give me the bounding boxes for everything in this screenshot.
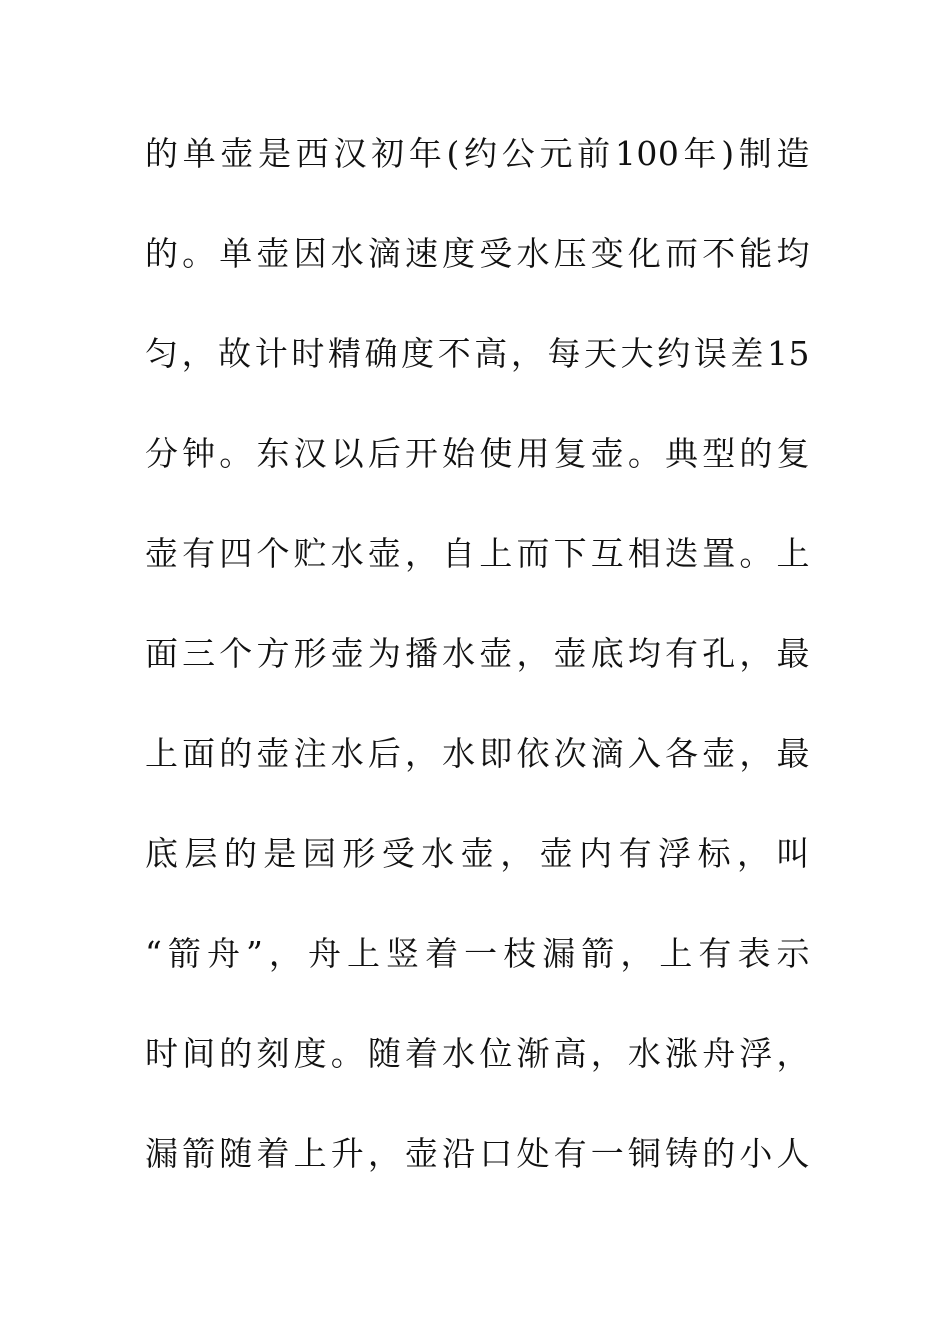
text-line-9: “箭舟”，舟上竖着一枝漏箭，上有表示 — [145, 934, 810, 973]
text-line-10: 时间的刻度。随着水位渐高，水涨舟浮， — [145, 1034, 810, 1073]
text-line-6: 面三个方形壶为播水壶，壶底均有孔，最 — [145, 634, 810, 673]
text-line-8: 底层的是园形受水壶，壶内有浮标，叫 — [145, 834, 810, 873]
text-line-1: 的单壶是西汉初年(约公元前100年)制造 — [145, 134, 810, 173]
text-line-4: 分钟。东汉以后开始使用复壶。典型的复 — [145, 434, 810, 473]
text-line-7: 上面的壶注水后，水即依次滴入各壶，最 — [145, 734, 810, 773]
text-line-3: 匀，故计时精确度不高，每天大约误差15 — [145, 334, 810, 373]
text-line-5: 壶有四个贮水壶，自上而下互相迭置。上 — [145, 534, 810, 573]
text-line-11: 漏箭随着上升，壶沿口处有一铜铸的小人 — [145, 1134, 810, 1173]
body-text — [145, 124, 810, 1224]
text-line-2: 的。单壶因水滴速度受水压变化而不能均 — [145, 234, 810, 273]
